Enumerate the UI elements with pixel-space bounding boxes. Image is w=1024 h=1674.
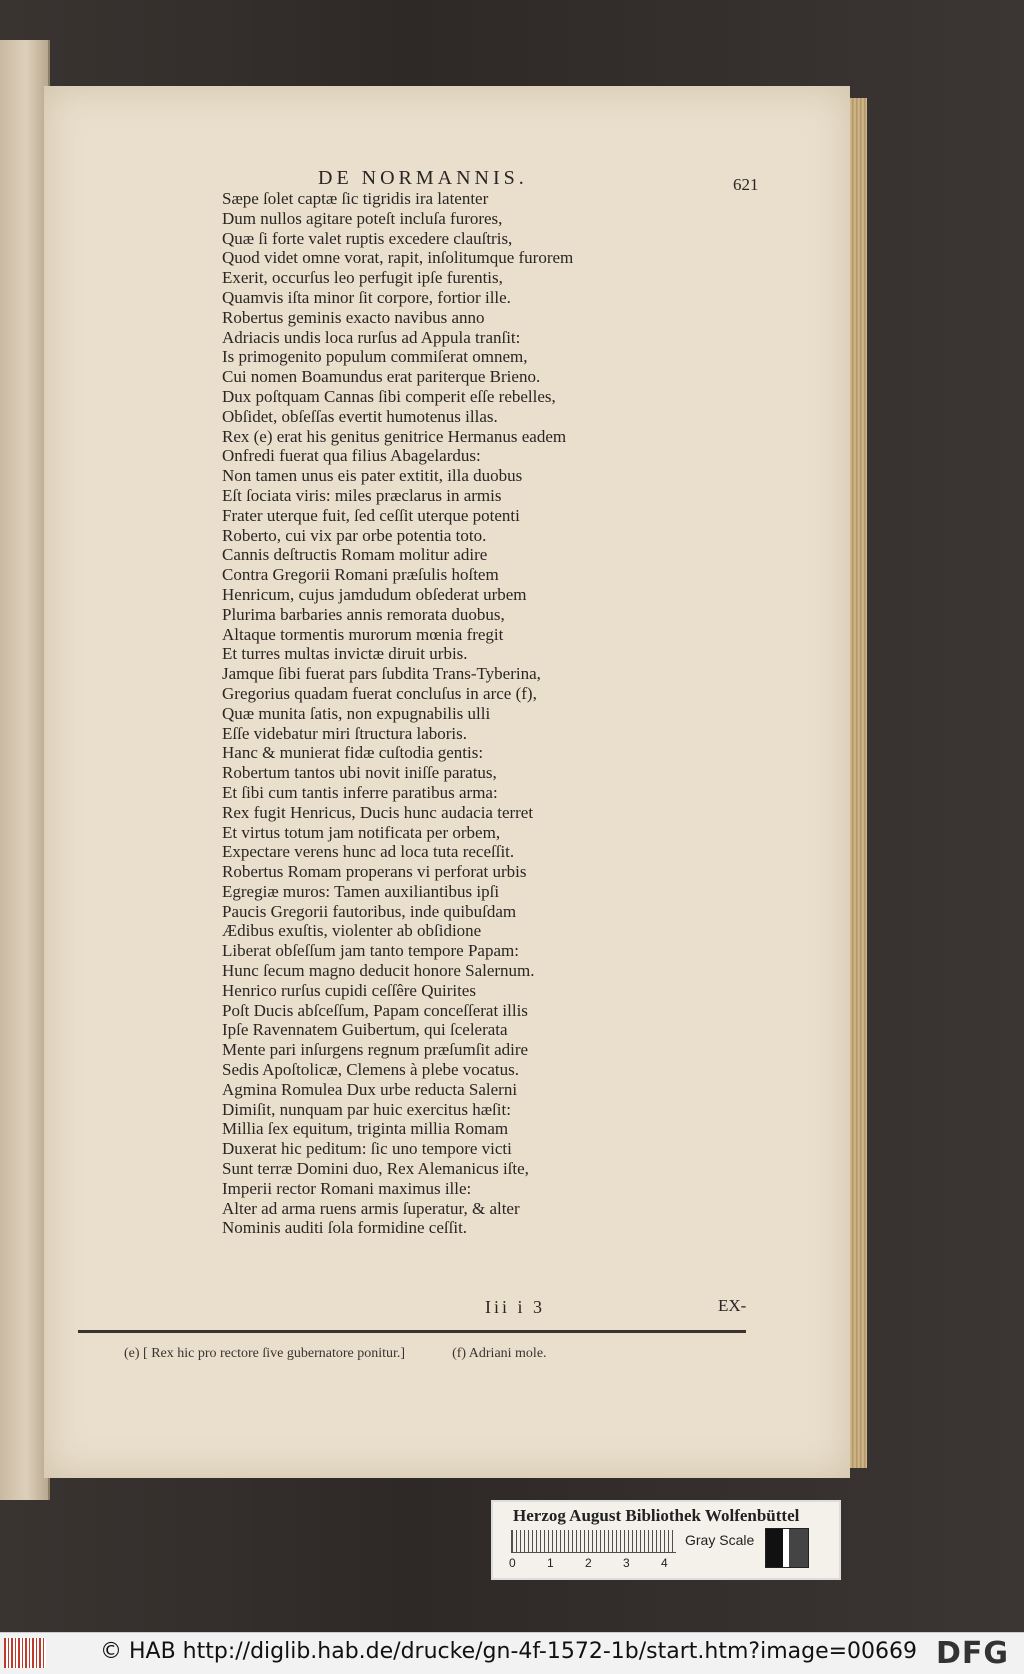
verse-line: Dum nullos agitare poteſt incluſa furores,	[222, 208, 503, 228]
running-head: DE NORMANNIS.	[318, 167, 528, 189]
footnotes	[124, 1346, 764, 1362]
ruler-tick: 4	[661, 1556, 668, 1570]
verse-line: Alter ad arma ruens armis ſuperatur, & alter	[222, 1198, 520, 1218]
verse-line: Poſt Ducis abſceſſum, Papam conceſſerat illis	[222, 1000, 528, 1020]
page-number: 621	[733, 175, 759, 194]
verse-line: Quæ ſi forte valet ruptis excedere clauſtris,	[222, 228, 513, 248]
verse-line: Et virtus totum jam notificata per orbem,	[222, 822, 501, 842]
verse-line: Onfredi fuerat qua filius Abagelardus:	[222, 446, 481, 466]
verse-line: Adriacis undis loca rurſus ad Appula tranſit:	[222, 327, 521, 347]
verse-line: Roberto, cui vix par orbe potentia toto.	[222, 525, 487, 545]
footer-bar	[0, 1632, 1024, 1674]
verse-line: Eſt ſociata viris: miles præclarus in armis	[222, 485, 502, 505]
verse-line: Robertum tantos ubi novit iniſſe paratus,	[222, 763, 497, 783]
verse-line: Sæpe ſolet captæ ſic tigridis ira latenter	[222, 189, 489, 208]
verse-block	[222, 189, 642, 1238]
verse-line: Quamvis iſta minor ſit corpore, fortior ille.	[222, 287, 511, 307]
verse-line: Frater uterque fuit, ſed ceſſit uterque potenti	[222, 505, 520, 525]
verse-line: Non tamen unus eis pater extitit, illa duobus	[222, 466, 523, 486]
verse-line: Plurima barbaries annis remorata duobus,	[222, 604, 505, 624]
verse-line: Cui nomen Boamundus erat pariterque Brieno.	[222, 367, 541, 387]
verse-line: Expectare verens hunc ad loca tuta receſſit.	[222, 842, 515, 862]
color-card	[491, 1500, 841, 1580]
verse-line: Sunt terræ Domini duo, Rex Alemanicus iſte,	[222, 1159, 529, 1179]
verse-line: Nominis auditi ſola formidine ceſſit.	[222, 1218, 468, 1238]
verse-line: Ædibus exuſtis, violenter ab obſidione	[222, 921, 482, 941]
left-page-edge	[0, 40, 50, 1500]
verse-line: Quæ munita ſatis, non expugnabilis ulli	[222, 703, 491, 723]
ruler-tick: 1	[547, 1556, 554, 1570]
catchword: EX-	[718, 1296, 747, 1315]
verse-line: Henrico rurſus cupidi ceſſêre Quirites	[222, 980, 476, 1000]
verse-line: Cannis deſtructis Romam molitur adire	[222, 545, 488, 565]
verse-line: Robertus Romam properans vi perforat urbis	[222, 862, 527, 882]
verse-line: Altaque tormentis murorum mœnia fregit	[222, 624, 504, 644]
verse-line: Eſſe videbatur miri ſtructura laboris.	[222, 723, 468, 743]
verse-line: Robertus geminis exacto navibus anno	[222, 307, 485, 327]
ruler-tick: 3	[623, 1556, 630, 1570]
verse-line: Imperii rector Romani maximus ille:	[222, 1178, 472, 1198]
signature-mark: Iii i 3	[485, 1297, 545, 1317]
verse-line: Millia ſex equitum, triginta millia Romam	[222, 1119, 509, 1139]
verse-line: Contra Gregorii Romani præſulis hoſtem	[222, 565, 499, 585]
verse-line: Et turres multas invictæ diruit urbis.	[222, 644, 468, 664]
footnote-e: (e) [ Rex hic pro rectore ſive gubernatore ponitur.]	[124, 1346, 406, 1361]
verse-line: Et ſibi cum tantis inferre paratibus arma:	[222, 782, 498, 802]
ruler-tick: 2	[585, 1556, 592, 1570]
verse-line: Rex (e) erat his genitus genitrice Hermanus eadem	[222, 426, 567, 446]
scale-ruler	[511, 1530, 676, 1553]
verse-line: Quod videt omne vorat, rapit, inſolitumque furorem	[222, 248, 574, 268]
ruler-tick: 0	[509, 1556, 516, 1570]
verse-line: Gregorius quadam fuerat concluſus in arce (f),	[222, 683, 537, 703]
verse-line: Is primogenito populum commiſerat omnem,	[222, 347, 528, 367]
verse-line: Liberat obſeſſum jam tanto tempore Papam:	[222, 941, 519, 961]
verse-line: Egregiæ muros: Tamen auxiliantibus ipſi	[222, 881, 500, 901]
verse-line: Dimiſit, nunquam par huic exercitus hæſit:	[222, 1099, 511, 1119]
verse-line: Henricum, cujus jamdudum obſederat urbem	[222, 584, 527, 604]
hab-barcode-icon	[4, 1638, 46, 1668]
verse-line: Agmina Romulea Dux urbe reducta Salerni	[222, 1079, 518, 1099]
footer-url[interactable]: © HAB http://diglib.hab.de/drucke/gn-4f-1572-1b/start.htm?image=00669	[100, 1639, 918, 1664]
verse-line: Rex fugit Henricus, Ducis hunc audacia terret	[222, 802, 534, 822]
verse-line: Exerit, occurſus leo perfugit ipſe furentis,	[222, 268, 503, 288]
dfg-logo: DFG	[936, 1636, 1010, 1671]
library-name: Herzog August Bibliothek Wolfenbüttel	[513, 1506, 800, 1525]
verse-line: Duxerat hic peditum: ſic uno tempore victi	[222, 1139, 512, 1159]
gray-scale-swatch	[765, 1528, 809, 1568]
verse-line: Sedis Apoſtolicæ, Clemens à plebe vocatus.	[222, 1060, 519, 1080]
gray-scale-label: Gray Scale	[685, 1532, 755, 1548]
verse-line: Hanc & munierat fidæ cuſtodia gentis:	[222, 743, 484, 763]
footnote-f: (f) Adriani mole.	[452, 1346, 547, 1361]
verse-line: Ipſe Ravennatem Guibertum, qui ſcelerata	[222, 1020, 508, 1040]
verse-line: Obſidet, obſeſſas evertit humotenus illas.	[222, 406, 498, 426]
verse-line: Dux poſtquam Cannas ſibi comperit eſſe rebelles,	[222, 386, 556, 406]
verse-line: Jamque ſibi fuerat pars ſubdita Trans-Tyberina,	[222, 664, 541, 684]
verse-line: Mente pari inſurgens regnum præſumſit adire	[222, 1040, 529, 1060]
verse-line: Paucis Gregorii fautoribus, inde quibuſdam	[222, 901, 517, 921]
footnote-rule	[78, 1330, 746, 1333]
verse-line: Hunc ſecum magno deducit honore Salernum.	[222, 961, 535, 981]
